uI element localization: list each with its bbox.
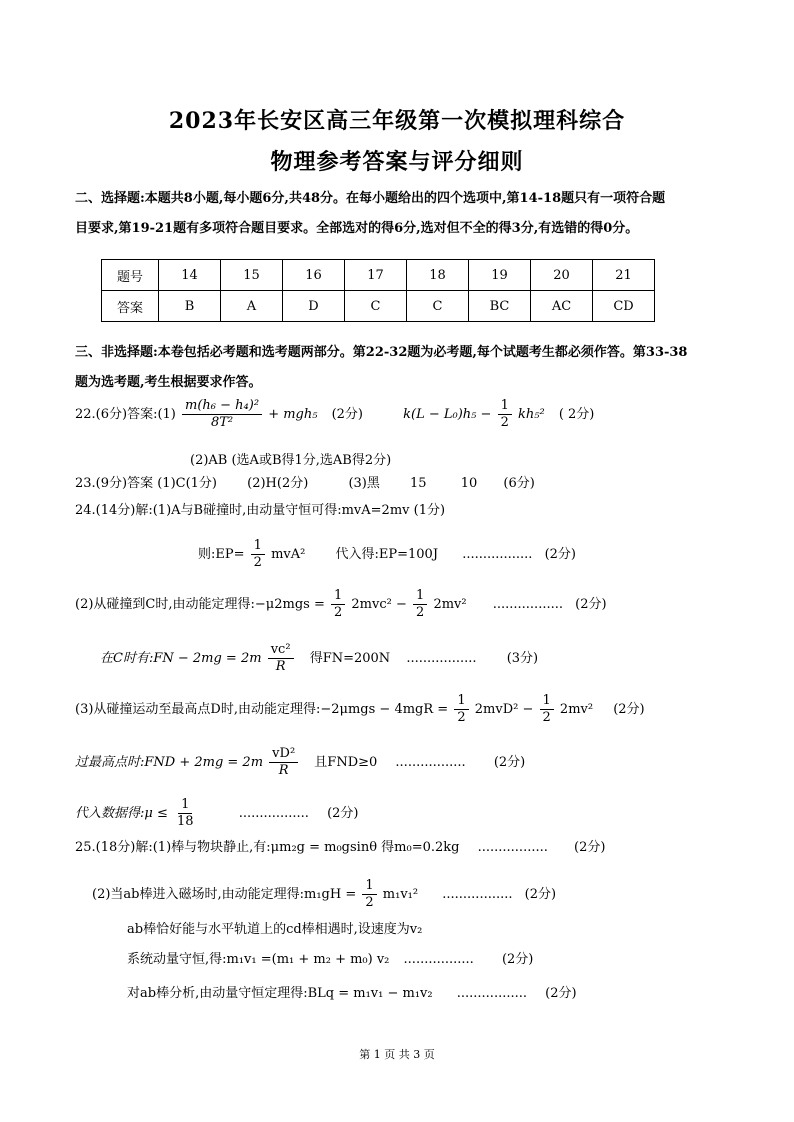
fraction-num: 1 <box>251 538 265 555</box>
q25-line2-post: m₁v₁² <box>382 887 419 902</box>
q24-line1: 24.(14分)解:(1)A与B碰撞时,由动量守恒可得:mvA=2mv (1分) <box>75 503 446 518</box>
q24-line3-pre: (2)从碰撞到C时,由动能定理得:−μ2mgs = <box>75 597 325 612</box>
q23-part3: (3)黑 <box>348 476 380 491</box>
dots: ................. <box>238 806 309 821</box>
q23-value1: 15 <box>410 476 427 491</box>
table-cell: C <box>407 291 469 322</box>
table-cell: 16 <box>283 260 345 291</box>
q24-line5-mid: 2mvD² − <box>474 702 534 717</box>
score: (2分) <box>501 952 534 967</box>
fraction <box>268 642 294 675</box>
score: (2分) <box>575 597 607 612</box>
fraction-den: 2 <box>253 555 262 570</box>
q24-line4-pre: 在C时有:FN − 2mg = 2m <box>100 651 262 666</box>
q24-line7-pre: 代入数据得:μ ≤ <box>75 806 168 821</box>
dots: ................. <box>395 755 466 770</box>
q24-line6-pre: 过最高点时:FND + 2mg = 2m <box>75 755 264 770</box>
q22-fraction <box>182 398 262 431</box>
q24-line4 <box>100 642 538 675</box>
q22-half-den: 2 <box>500 415 509 430</box>
table-cell: A <box>221 291 283 322</box>
dots: ................. <box>477 840 548 855</box>
q23-value2: 10 <box>460 476 478 491</box>
q24-line2-pre: 则:EP= <box>198 547 245 562</box>
dots: ................. <box>406 651 477 666</box>
fraction <box>362 878 376 911</box>
q24-line2-post: mvA² <box>271 547 306 562</box>
fraction-num: 1 <box>362 878 376 895</box>
q24-line6 <box>75 746 525 779</box>
fraction-num: 1 <box>178 797 192 814</box>
fraction <box>331 588 345 621</box>
score: (2分) <box>327 806 359 821</box>
main-title: 2023年长安区高三年级第一次模拟理科综合 <box>168 108 626 134</box>
table-cell: 17 <box>345 260 407 291</box>
table-cell: D <box>283 291 345 322</box>
dots: ................. <box>442 887 513 902</box>
q24-line5-post: 2mv² <box>559 702 594 717</box>
table-cell: CD <box>593 291 655 322</box>
q24-line5 <box>75 693 645 726</box>
section3-intro <box>75 338 725 398</box>
table-row <box>102 291 655 322</box>
q23-part2: (2)H(2分) <box>247 476 309 491</box>
q24-line3-post: 2mv² <box>433 597 467 612</box>
fraction <box>413 588 427 621</box>
table-cell: 21 <box>593 260 655 291</box>
q22-after-frac: + mgh₅ <box>268 407 318 422</box>
table-cell: 19 <box>469 260 531 291</box>
q22-score1: (2分) <box>331 407 364 422</box>
table-cell: 15 <box>221 260 283 291</box>
fraction-num: 1 <box>540 693 554 710</box>
q22-expr2-post: kh₅² <box>517 407 545 422</box>
q24-line2-sub: 代入得:EP=100J <box>335 547 439 562</box>
q24-line6-post: 且FND≥0 <box>314 755 378 770</box>
dots: ................. <box>403 952 474 967</box>
q22-expr2-pre: k(L − L₀)h₅ − <box>403 407 492 422</box>
q25-line3: ab棒恰好能与水平轨道上的cd棒相遇时,设速度为v₂ <box>127 922 423 937</box>
score: (2分) <box>545 986 577 1001</box>
table-cell: B <box>159 291 221 322</box>
section2-intro <box>75 184 725 244</box>
table-cell: AC <box>531 291 593 322</box>
q22-half-fraction <box>498 398 512 431</box>
fraction-num: 1 <box>454 693 468 710</box>
fraction-den: R <box>275 659 286 674</box>
section3-line2: 题为选考题,考生根据要求作答。 <box>75 375 262 390</box>
q22-line1 <box>75 398 594 431</box>
fraction <box>174 797 197 830</box>
q24-line4-post: 得FN=200N <box>309 651 391 666</box>
score: (2分) <box>544 547 576 562</box>
table-header-label: 题号 <box>102 260 159 291</box>
q23-score: (6分) <box>503 476 535 491</box>
fraction-num: 1 <box>331 588 345 605</box>
q25-line5-text: 对ab棒分析,由动量守恒定理得:BLq = m₁v₁ − m₁v₂ <box>127 986 433 1001</box>
fraction <box>269 746 298 779</box>
score: (2分) <box>524 887 557 902</box>
section2-line1: 二、选择题:本题共8小题,每小题6分,共48分。在每小题给出的四个选项中,第14-18题只有一项符合题 <box>75 191 666 206</box>
fraction-den: R <box>278 763 289 778</box>
q22-half-num: 1 <box>498 398 512 415</box>
score: (2分) <box>493 755 526 770</box>
fraction-num: vc² <box>268 642 294 659</box>
score: (2分) <box>613 702 645 717</box>
dots: ................. <box>462 547 533 562</box>
q22-line2: (2)AB (选A或B得1分,选AB得2分) <box>190 453 392 468</box>
fraction-num: 1 <box>413 588 427 605</box>
table-cell: 18 <box>407 260 469 291</box>
q24-line3 <box>75 588 607 621</box>
q22-prefix: 22.(6分)答案:(1) <box>75 407 176 422</box>
q22-frac-num: m(h₆ − h₄)² <box>182 398 262 415</box>
dots: ................. <box>492 597 563 612</box>
q23-line <box>75 474 535 494</box>
q25-line2 <box>92 878 556 911</box>
sub-title: 物理参考答案与评分细则 <box>270 149 524 175</box>
table-cell: 20 <box>531 260 593 291</box>
q22-frac-den: 8T² <box>210 415 234 430</box>
section2-line2: 目要求,第19-21题有多项符合题目要求。全部选对的得6分,选对但不全的得3分,有选错的得0分。 <box>75 221 639 236</box>
q24-line5-pre: (3)从碰撞运动至最高点D时,由动能定理得:−2μmgs − 4mgR = <box>75 702 449 717</box>
fraction-den: 2 <box>365 895 374 910</box>
q25-line2-pre: (2)当ab棒进入磁场时,由动能定理得:m₁gH = <box>92 887 357 902</box>
score: (2分) <box>574 840 606 855</box>
dots: ................. <box>456 986 527 1001</box>
answer-table <box>101 259 655 322</box>
q23-text: 23.(9分)答案 (1)C(1分) <box>75 476 217 491</box>
q24-line2 <box>198 538 576 571</box>
section3-line1: 三、非选择题:本卷包括必考题和选考题两部分。第22-32题为必考题,每个试题考生都必须作答。第33-38 <box>75 345 688 360</box>
q25-line4 <box>127 950 533 970</box>
fraction-den: 2 <box>416 605 425 620</box>
table-cell: 14 <box>159 260 221 291</box>
fraction-den: 18 <box>177 814 194 829</box>
fraction-den: 2 <box>333 605 343 620</box>
fraction-den: 2 <box>457 710 466 725</box>
fraction <box>540 693 554 726</box>
table-cell: BC <box>469 291 531 322</box>
q25-line1 <box>75 838 605 858</box>
page-footer: 第 1 页 共 3 页 <box>359 1048 435 1061</box>
q25-line5 <box>127 984 577 1004</box>
q25-line1-text: 25.(18分)解:(1)棒与物块静止,有:μm₂g = m₀gsinθ 得m₀=0.2kg <box>75 840 460 855</box>
q24-line2-fraction <box>251 538 265 571</box>
fraction-den: 2 <box>542 710 551 725</box>
fraction <box>454 693 468 726</box>
table-answer-label: 答案 <box>102 291 159 322</box>
table-cell: C <box>345 291 407 322</box>
fraction-num: vD² <box>269 746 298 763</box>
table-row <box>102 260 655 291</box>
q24-line7 <box>75 797 359 830</box>
q24-line3-mid: 2mvc² − <box>351 597 407 612</box>
score: (3分) <box>506 651 539 666</box>
q25-line4-text: 系统动量守恒,得:m₁v₁ =(m₁ + m₂ + m₀) v₂ <box>127 952 390 967</box>
q22-score2: ( 2分) <box>558 407 595 422</box>
